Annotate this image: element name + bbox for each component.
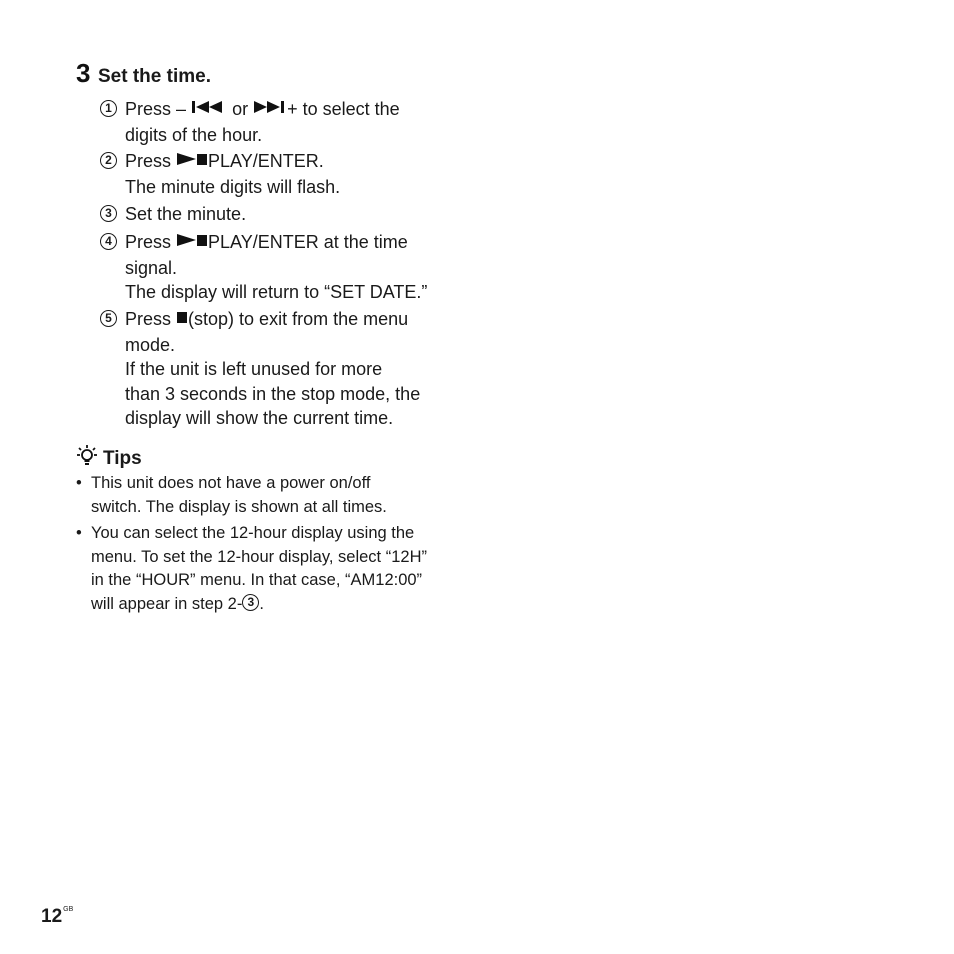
tip-item: • This unit does not have a power on/off switch. The display is shown at all times. [76,474,387,516]
prev-track-icon [191,96,227,121]
bullet: • [76,524,82,542]
play-stop-icon [176,148,208,173]
bullet: • [76,474,82,492]
next-track-icon [253,96,287,121]
step-title: Set the time. [98,66,211,87]
substep-number: 5 [100,310,117,327]
tip-bulb-icon [76,444,103,474]
substep-1: 1 Press – or + to select the digits of the hour. [100,97,460,147]
tips-heading [76,444,476,474]
tips-section [76,444,476,474]
substep-4: 4 Press PLAY/ENTER at the time signal. The display will return to “SET DATE.” [100,230,460,305]
substep-2: 2 Press PLAY/ENTER. The minute digits will flash. [100,149,460,199]
substep-number: 3 [100,205,117,222]
substep-number: 2 [100,152,117,169]
substep-line: Press – or + to select the [125,97,460,123]
page-suffix: GB [63,905,74,913]
step-ref-number: 3 [242,594,259,611]
substep-3: 3 Set the minute. [100,202,460,227]
step-3 [76,60,456,88]
substep-number: 1 [100,100,117,117]
page-number: $12^{GB}$ [41,905,74,927]
tips-title: Tips [103,448,142,469]
step-number: 3 [76,58,91,88]
step-heading [76,60,456,88]
tip-item: • You can select the 12-hour display using the menu. To set the 12-hour display, select “12H” in the “HOUR” menu. In that case, “AM12:00” will appear in step 2- 3 . [76,524,427,613]
substep-number: 4 [100,233,117,250]
substep-5: 5 Press (stop) to exit from the menu mode. If the unit is left unused for more than 3 seconds in the stop mode, the display will show the current time. [100,307,460,431]
stop-icon [176,306,188,331]
play-stop-icon [176,229,208,254]
